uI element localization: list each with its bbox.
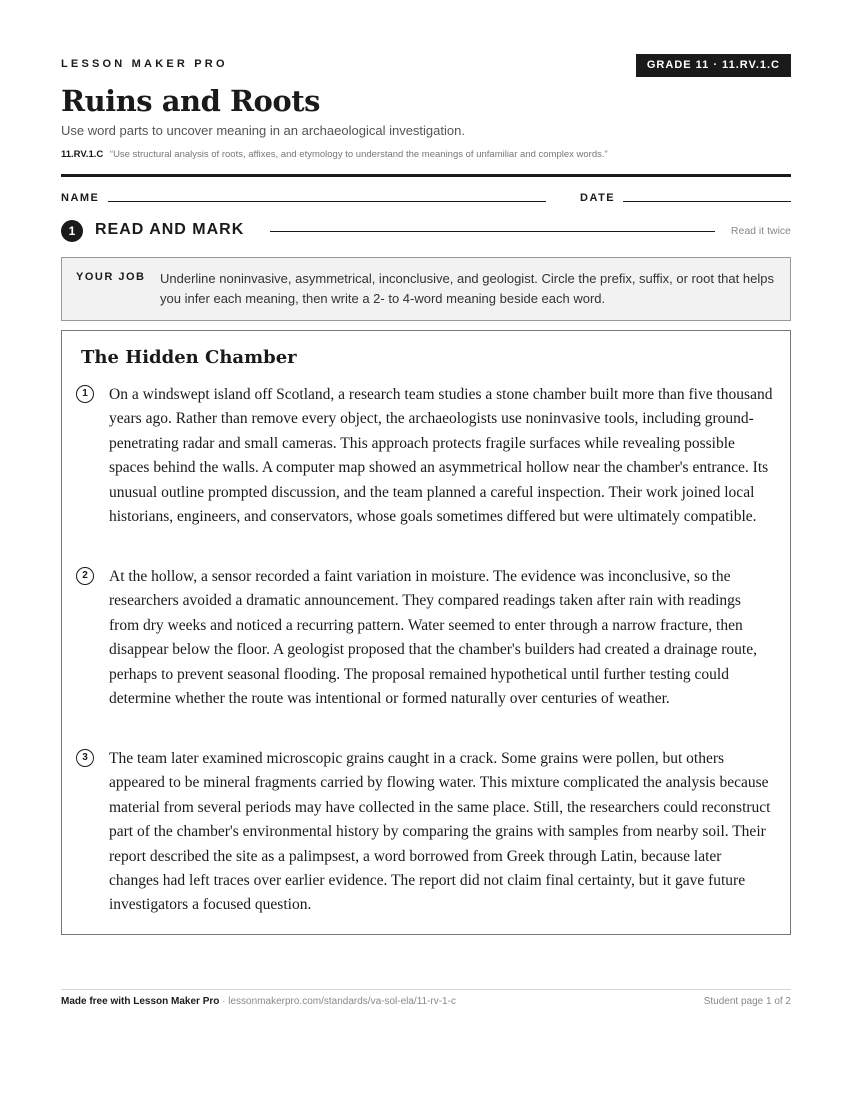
paragraph-number-badge: 3 bbox=[76, 749, 94, 767]
footer-brand: Made free with Lesson Maker Pro bbox=[61, 996, 220, 1007]
passage-title: The Hidden Chamber bbox=[81, 347, 297, 368]
date-label: DATE bbox=[580, 192, 616, 204]
worksheet-page bbox=[61, 0, 791, 1100]
name-field[interactable] bbox=[108, 201, 546, 202]
date-field[interactable] bbox=[623, 201, 791, 202]
page-title: Ruins and Roots bbox=[61, 84, 320, 118]
section-number-badge: 1 bbox=[61, 220, 83, 242]
passage-box bbox=[61, 330, 791, 935]
page-indicator: Student page 1 of 2 bbox=[703, 996, 791, 1007]
paragraph-text: The team later examined microscopic grains caught in a crack. Some grains were pollen, but others appeared to be mineral fragments carried by flowing water. This mixture complicated the analysis because material from several periods may have collected in the same place. Still, the researchers could reconstruct part of the chamber's environmental history by comparing the grains with samples from nearby soil. Their report described the site as a palimpsest, a word borrowed from Greek through Latin, because later changes had left traces over earlier evidence. The report did not claim final certainty, but it gave future investigators a focused question. bbox=[109, 750, 771, 914]
your-job-box bbox=[61, 257, 791, 321]
your-job-instructions: Underline noninvasive, asymmetrical, inconclusive, and geologist. Circle the prefix, suffix, or root that helps you infer each meaning, then write a 2- to 4-word meaning beside each word. bbox=[160, 271, 774, 306]
section-note: Read it twice bbox=[730, 225, 791, 237]
footer-credit bbox=[61, 996, 456, 1007]
paragraph-text: At the hollow, a sensor recorded a faint variation in moisture. The evidence was inconclusive, so the researchers avoided a dramatic announcement. They compared readings taken after rain with readings from dry weeks and noticed a recurring pattern. Water seemed to enter through a narrow fracture, then disappear below the floor. A geologist proposed that the chamber's builders had created a drainage route, perhaps to prevent seasonal flooding. The proposal remained hypothetical until further testing could determine whether the route was intentional or formed naturally over centuries of weather. bbox=[109, 568, 757, 708]
standard-text: “Use structural analysis of roots, affixes, and etymology to understand the meanings of unfamiliar and complex words.” bbox=[109, 149, 608, 160]
standard-line bbox=[61, 149, 608, 160]
name-label: NAME bbox=[61, 192, 100, 204]
footer-link[interactable]: · lessonmakerpro.com/standards/va-sol-ela/11-rv-1-c bbox=[219, 996, 456, 1007]
standard-code: 11.RV.1.C bbox=[61, 149, 104, 160]
paragraph-number-badge: 1 bbox=[76, 385, 94, 403]
brand-name: LESSON MAKER PRO bbox=[61, 58, 228, 70]
your-job-label: YOUR JOB bbox=[76, 271, 146, 283]
paragraph-text: On a windswept island off Scotland, a research team studies a stone chamber built more than five thousand years ago. Rather than remove every object, the archaeologists use noninvasive tools, including ground-penetrating radar and small cameras. This approach protects fragile surfaces while revealing possible spaces behind the walls. A computer map showed an asymmetrical hollow near the chamber's entrance. Its unusual outline prompted discussion, and the team planned a careful inspection. Their work joined local historians, engineers, and conservators, whose goals sometimes differed but were ultimately compatible. bbox=[109, 386, 773, 526]
page-subtitle: Use word parts to uncover meaning in an archaeological investigation. bbox=[61, 123, 465, 138]
section-title: READ AND MARK bbox=[95, 221, 245, 238]
grade-badge: GRADE 11 · 11.RV.1.C bbox=[636, 54, 791, 77]
section-divider bbox=[270, 231, 715, 232]
footer-divider bbox=[61, 989, 791, 990]
header-divider bbox=[61, 174, 791, 177]
paragraph-number-badge: 2 bbox=[76, 567, 94, 585]
